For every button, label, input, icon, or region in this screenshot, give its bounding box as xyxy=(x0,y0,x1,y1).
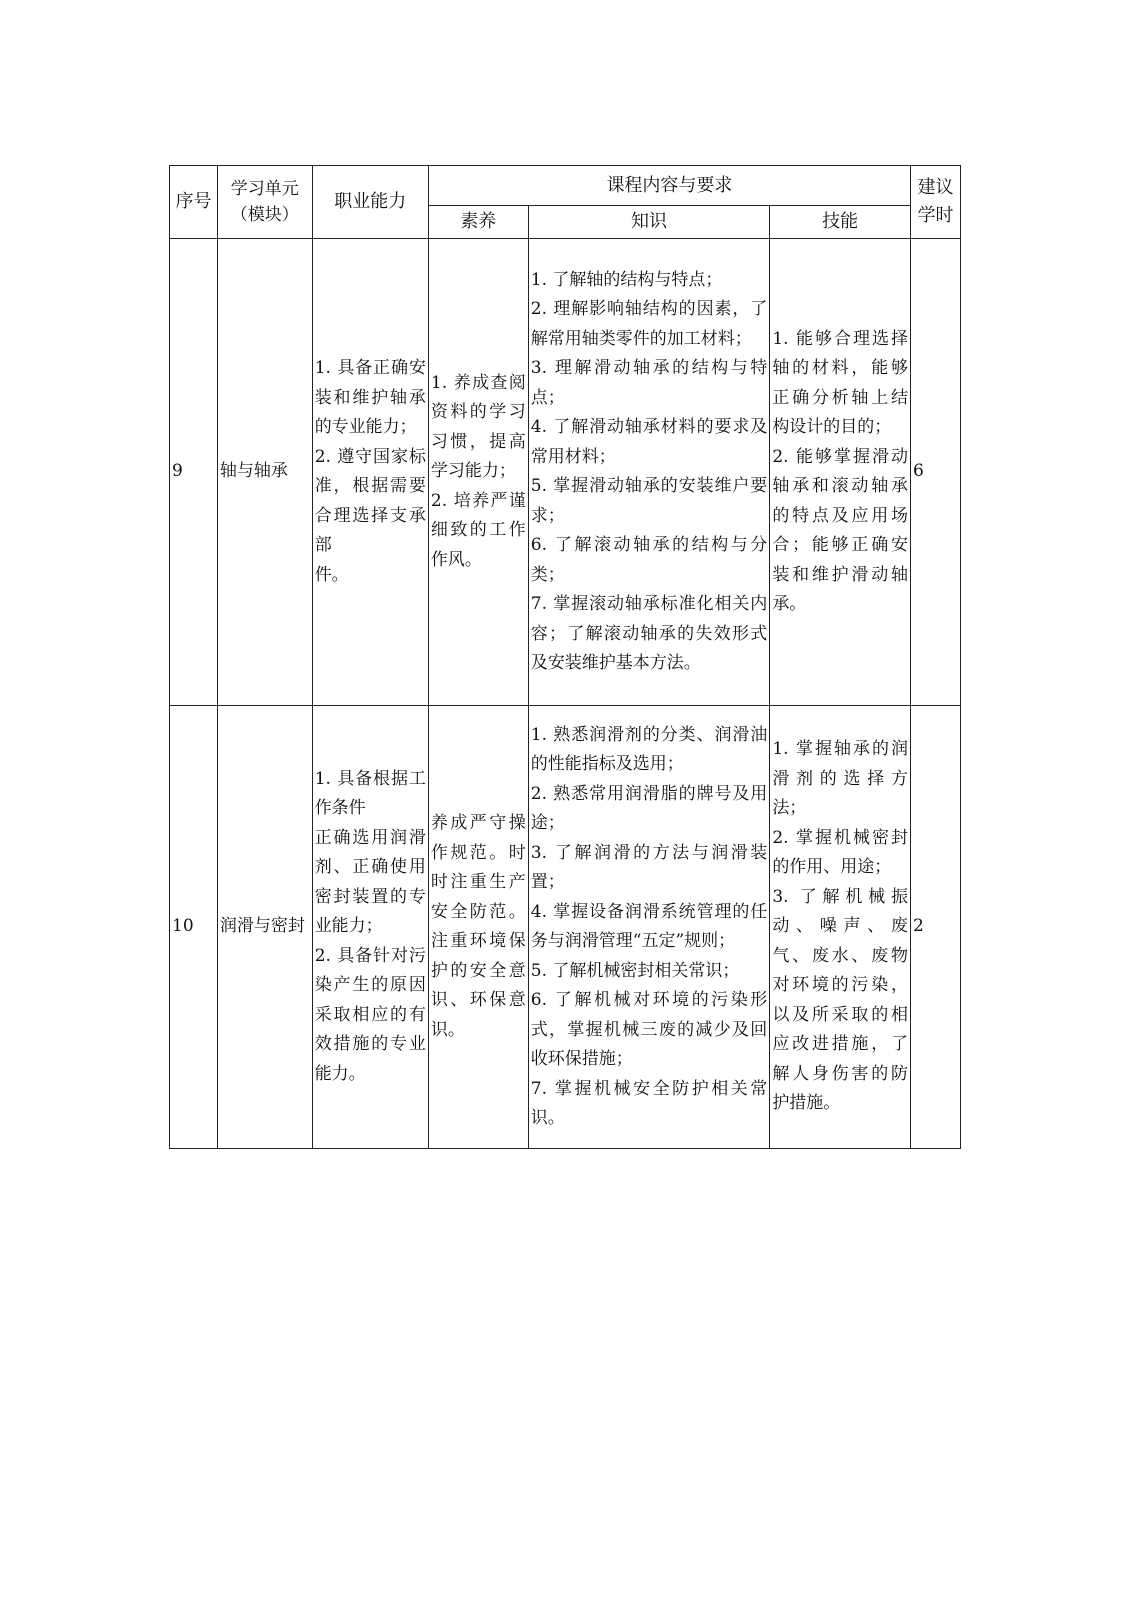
knowledge-item: 2. 理解影响轴结构的因素，了解常用轴类零件的加工材料； xyxy=(530,299,768,349)
quality-item: 2. 培养严谨细致的工作作风。 xyxy=(430,490,526,570)
col-quality-header: 素养 xyxy=(428,206,528,239)
knowledge-item: 4. 掌握设备润滑系统管理的任务与润滑管理“五定”规则； xyxy=(530,901,768,951)
row-skill xyxy=(770,239,911,706)
quality-item: 养成严守操作规范。时时注重生产安全防范。注重环境保护的安全意识、环保意识。 xyxy=(430,813,526,1040)
hours-header-line2: 学时 xyxy=(917,205,954,226)
row-knowledge xyxy=(528,239,770,706)
knowledge-item: 6. 了解滚动轴承的结构与分类； xyxy=(530,535,768,585)
knowledge-item: 3. 理解滑动轴承的结构与特点； xyxy=(530,358,768,408)
knowledge-item: 7. 掌握滚动轴承标准化相关内容；了解滚动轴承的失效形式及安装维护基本方法。 xyxy=(530,594,768,673)
row-seq: 10 xyxy=(170,706,218,1149)
skill-item: 1. 能够合理选择轴的材料，能够正确分析轴上结构设计的目的； xyxy=(772,328,908,437)
skill-item: 2. 掌握机械密封的作用、用途； xyxy=(772,827,908,878)
row-unit: 润滑与密封 xyxy=(217,706,312,1149)
col-skill-header: 技能 xyxy=(770,206,911,239)
row-knowledge xyxy=(528,706,770,1149)
ability-item: 正确选用润滑剂、正确使用密封装置的专业能力； xyxy=(314,827,426,937)
quality-item: 1. 养成查阅资料的学习习惯，提高学习能力； xyxy=(430,372,526,482)
hours-header-line1: 建议 xyxy=(917,177,954,198)
skill-item: 2. 能够掌握滑动轴承和滚动轴承的特点及应用场合；能够正确安装和维护滑动轴承。 xyxy=(772,446,908,614)
ability-item: 件。 xyxy=(314,564,349,585)
skill-item: 1. 掌握轴承的润滑剂的选择方法； xyxy=(772,739,908,819)
row-hours: 6 xyxy=(911,239,961,706)
row-seq: 9 xyxy=(170,239,218,706)
row-quality xyxy=(428,706,528,1149)
ability-item: 1. 具备正确安装和维护轴承的专业能力； xyxy=(314,358,426,437)
skill-item: 3. 了解机械振动、噪声、废气、废水、废物对环境的污染，以及所采取的相应改进措施，了解人身伤害的防护措施。 xyxy=(772,886,908,1114)
knowledge-item: 5. 掌握滑动轴承的安装维户要求； xyxy=(530,476,768,526)
table-row xyxy=(170,706,961,1149)
knowledge-item: 2. 熟悉常用润滑脂的牌号及用途； xyxy=(530,783,768,833)
col-unit-header xyxy=(217,166,312,239)
unit-header-line1: 学习单元 xyxy=(230,179,299,199)
table-row xyxy=(170,239,961,706)
col-seq-header: 序号 xyxy=(170,166,218,239)
row-hours: 2 xyxy=(911,706,961,1149)
row-ability xyxy=(312,239,428,706)
row-quality xyxy=(428,239,528,706)
unit-header-line2: （模块） xyxy=(230,205,299,225)
row-ability xyxy=(312,706,428,1149)
course-table xyxy=(169,165,961,1149)
col-hours-header xyxy=(911,166,961,239)
ability-item: 2. 具备针对污染产生的原因采取相应的有效措施的专业能力。 xyxy=(314,945,426,1084)
knowledge-item: 7. 掌握机械安全防护相关常识。 xyxy=(530,1078,768,1128)
knowledge-item: 6. 了解机械对环境的污染形式，掌握机械三废的减少及回收环保措施； xyxy=(530,990,768,1069)
knowledge-item: 1. 熟悉润滑剂的分类、润滑油的性能指标及选用； xyxy=(530,724,768,774)
knowledge-item: 1. 了解轴的结构与特点； xyxy=(530,269,723,290)
ability-item: 1. 具备根据工作条件 xyxy=(314,768,426,819)
col-knowledge-header: 知识 xyxy=(528,206,770,239)
row-unit: 轴与轴承 xyxy=(217,239,312,706)
knowledge-item: 3. 了解润滑的方法与润滑装置； xyxy=(530,842,768,892)
col-ability-header: 职业能力 xyxy=(312,166,428,239)
header-row-top xyxy=(170,166,961,206)
col-content-header: 课程内容与要求 xyxy=(428,166,910,206)
ability-item: 2. 遵守国家标准，根据需要合理选择支承部 xyxy=(314,446,426,555)
row-skill xyxy=(770,706,911,1149)
knowledge-item: 4. 了解滑动轴承材料的要求及常用材料； xyxy=(530,417,768,467)
knowledge-item: 5. 了解机械密封相关常识； xyxy=(530,960,740,981)
